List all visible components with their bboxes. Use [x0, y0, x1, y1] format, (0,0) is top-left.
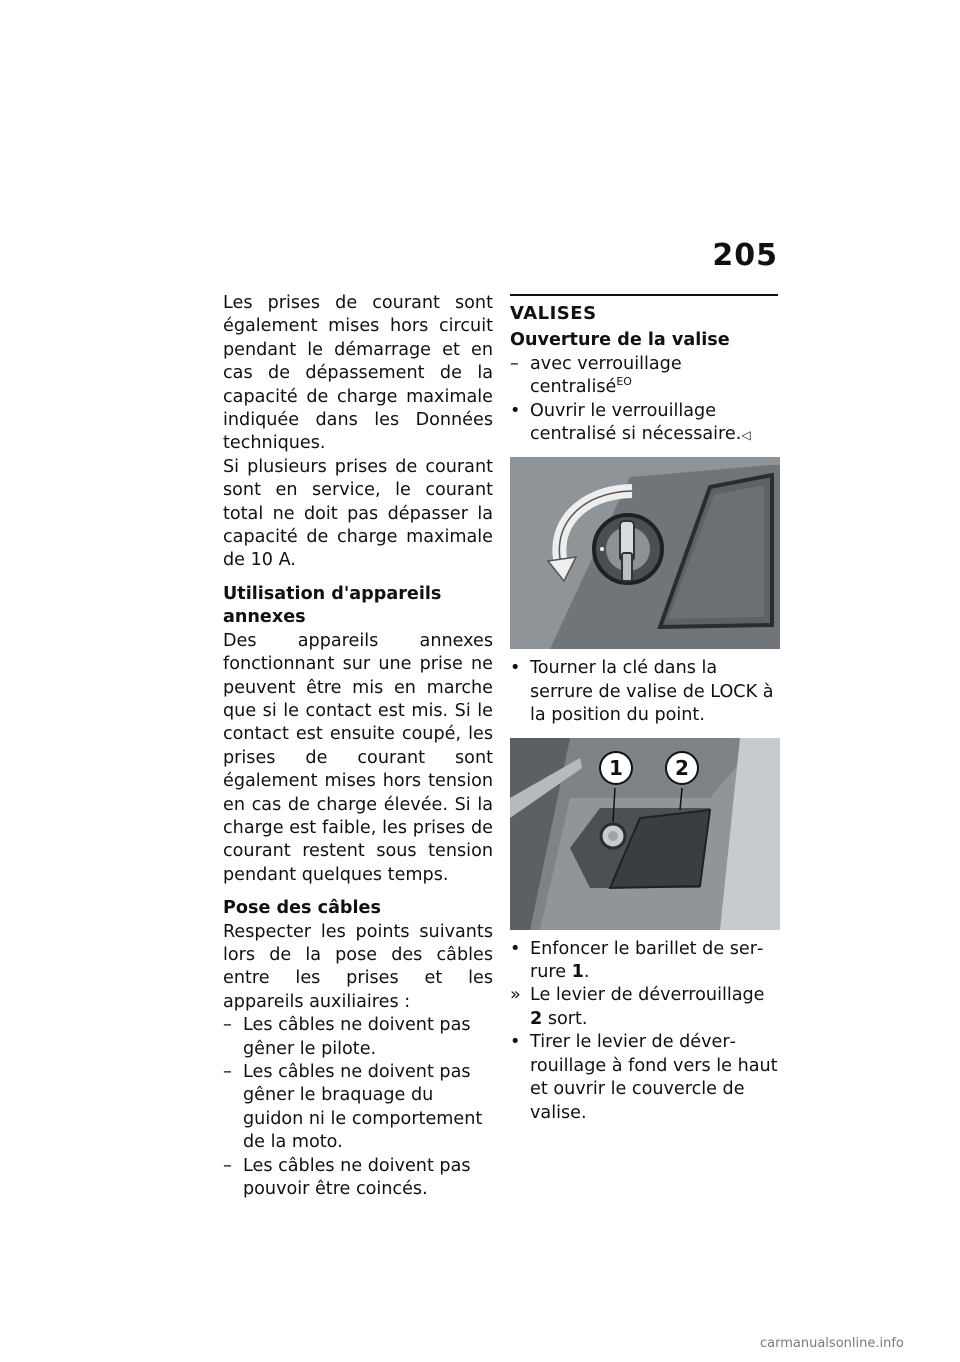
dash-marker: – — [223, 1062, 232, 1082]
instruction-pull: Tirer le levier de déverrouillage à fond vers le haut et ouvrir le couvercle de valise. — [530, 1032, 778, 1123]
callout-label: 2 — [675, 755, 689, 780]
end-of-section-icon: ◁ — [741, 428, 751, 443]
list-item — [510, 657, 780, 727]
list-item — [223, 1155, 493, 1202]
figure-lever — [510, 738, 780, 930]
instruction-open: Ouvrir le verrouillage centralisé si nécessaire. — [530, 400, 742, 445]
list-item — [223, 1014, 493, 1061]
dash-marker: – — [223, 1015, 232, 1036]
sub-heading: Ouverture de la valise — [510, 330, 730, 351]
dash-marker: – — [223, 1155, 232, 1176]
key-lock-illustration — [510, 457, 780, 649]
list-item-text: Les câbles ne doivent pas pouvoir être coincés. — [243, 1155, 471, 1200]
paragraph-sockets-off: Les prises de courant sont également mises hors circuit pendant le démarrage et en cas de dépassement de la capacité de charge maximale indiquée dans les Données techniques. — [223, 293, 493, 454]
condition-text: avec verrouillage centralisé — [530, 353, 682, 398]
list-item-text: Les câbles ne doivent pas gêner le pilote. — [243, 1015, 471, 1059]
bullet-marker: • — [510, 400, 521, 421]
list-item — [223, 1061, 493, 1155]
list-item — [510, 1031, 780, 1125]
reference-number: 2 — [530, 1008, 543, 1029]
result-item — [510, 984, 780, 1031]
lever-illustration — [510, 738, 780, 930]
paragraph-annexes: Des appareils annexes fonctionnant sur une prise ne peuvent être mis en marche que si le contact est mis. Si le contact est ensuite coupé, les prises de courant sont également mises hors tension en cas de charge élevée. Si la charge est faible, les prises de courant restent sous tension pendant quelques temps. — [223, 630, 493, 885]
left-column — [223, 292, 493, 1201]
section-title: VALISES — [510, 303, 597, 324]
bullet-marker: • — [510, 1032, 521, 1053]
heading-annexes: Utilisation d'appareils annexes — [223, 583, 442, 628]
list-item-text: Les câbles ne doivent pas gêner le braquage du guidon ni le comportement de la moto. — [243, 1062, 483, 1153]
bullet-marker: • — [510, 658, 521, 679]
condition-line — [510, 353, 780, 400]
result-text: Le levier de déverrouillage — [530, 985, 765, 1006]
result-marker: » — [510, 985, 521, 1006]
instruction-press: Enfoncer le barillet de serrure — [530, 938, 764, 983]
result-text-end: sort. — [547, 1008, 588, 1029]
dash-marker: – — [510, 353, 519, 374]
right-column — [510, 292, 780, 1125]
reference-number: 1 — [571, 962, 584, 983]
list-item — [510, 400, 780, 448]
punctuation: . — [583, 962, 590, 983]
callout-label: 1 — [609, 755, 623, 780]
figure-key-lock — [510, 457, 780, 649]
option-superscript: EO — [616, 375, 632, 389]
section-divider — [510, 294, 778, 296]
bullet-marker: • — [510, 938, 521, 959]
paragraph-total-current: Si plusieurs prises de courant sont en service, le courant total ne doit pas dépasser la capacité de charge maximale de 10 A. — [223, 456, 493, 571]
watermark[interactable]: carmanualsonline.info — [760, 1336, 904, 1351]
paragraph-cables: Respecter les points suivants lors de la pose des câbles entre les prises et les appareils auxiliaires : — [223, 921, 493, 1012]
page-number: 205 — [712, 238, 778, 273]
instruction-turn: Tourner la clé dans la serrure de valise de LOCK à la position du point. — [530, 658, 774, 726]
list-item — [510, 938, 780, 985]
heading-cables: Pose des câbles — [223, 898, 381, 919]
